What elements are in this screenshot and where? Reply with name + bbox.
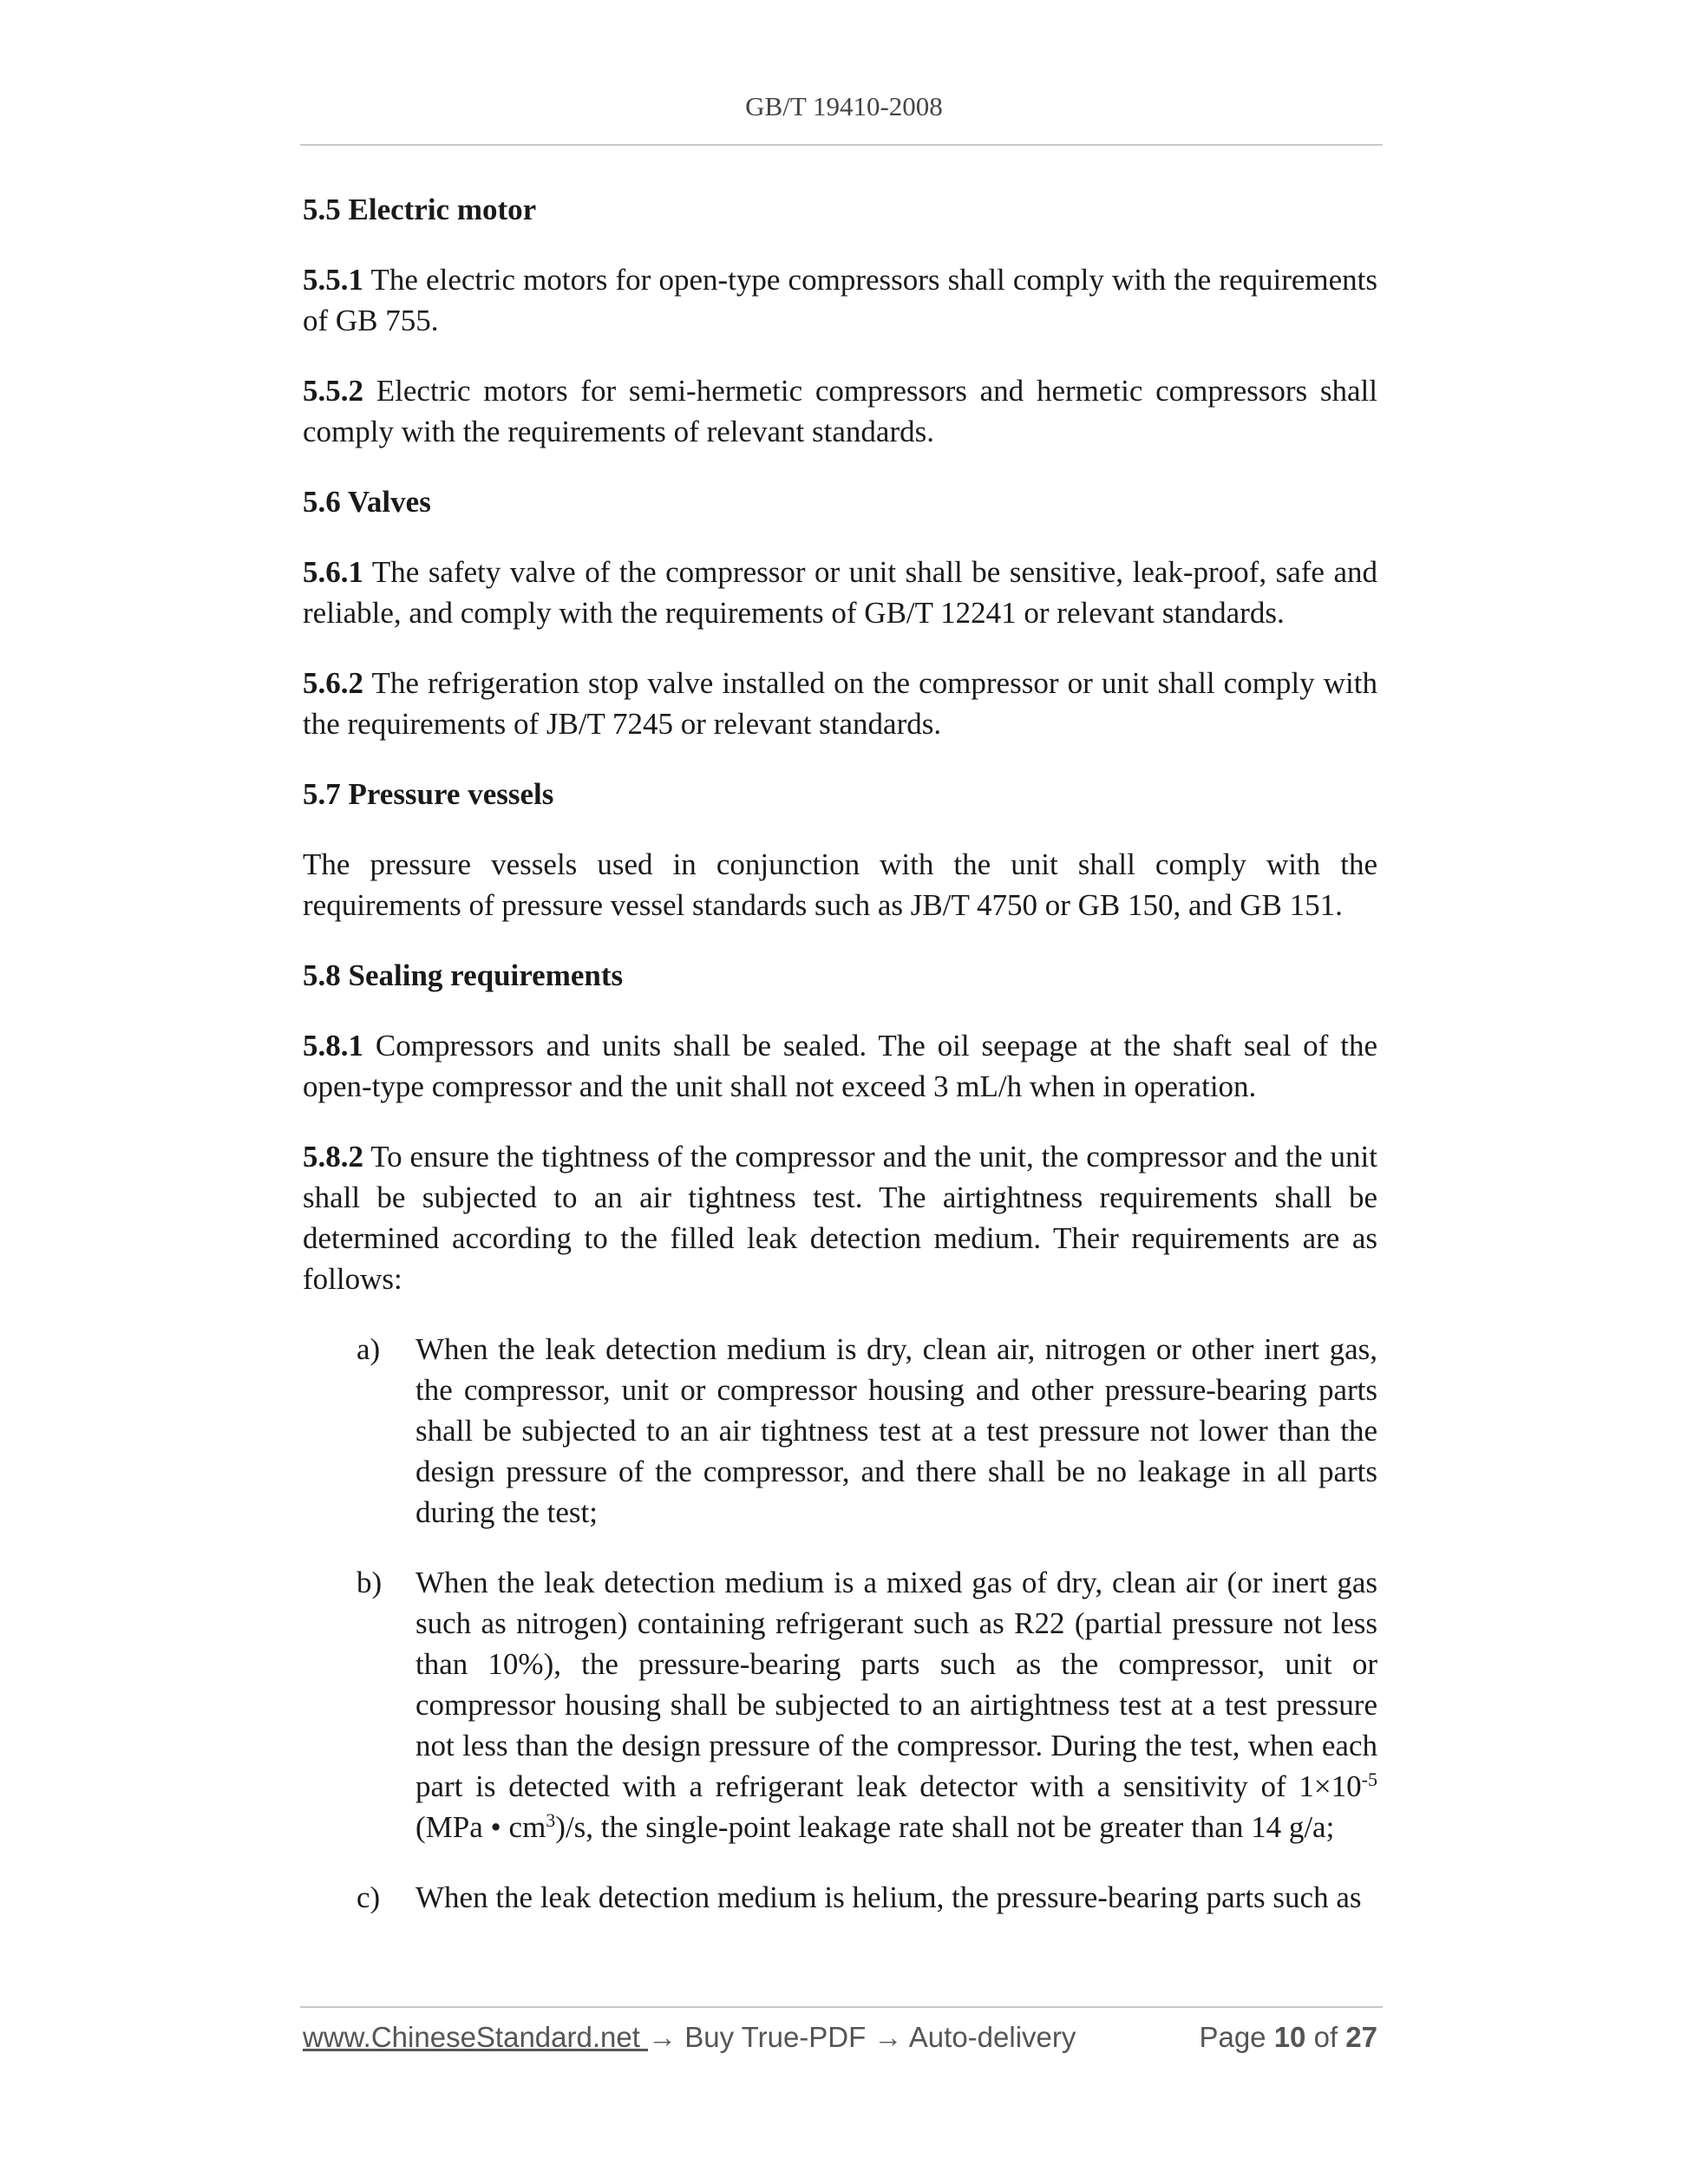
running-header: GB/T 19410-2008 — [745, 91, 943, 121]
section-heading-5-6: 5.6 Valves — [303, 485, 431, 519]
page-footer — [303, 2021, 1377, 2063]
list-item-c — [303, 1877, 1377, 1918]
clause-text: The electric motors for open-type compressors shall comply with the requirements of GB 755. — [303, 263, 1377, 337]
clause-number: 5.8.2 — [303, 1140, 363, 1174]
clause-5-5-2 — [303, 370, 1377, 452]
of-label: of — [1305, 2021, 1346, 2053]
list-item-b — [303, 1562, 1377, 1847]
footer-nav-text: → Buy True-PDF → Auto-delivery — [648, 2021, 1076, 2053]
list-item-text: When the leak detection medium is helium, the pressure-bearing parts such as — [415, 1880, 1362, 1914]
clause-text: The safety valve of the compressor or unit shall be sensitive, leak-proof, safe and reliable, and comply with the requirements of GB/T 12241 or relevant standards. — [303, 555, 1377, 630]
clause-5-8-2 — [303, 1136, 1377, 1299]
section-heading-5-8: 5.8 Sealing requirements — [303, 958, 624, 992]
exponent: -5 — [1361, 1768, 1377, 1790]
clause-5-6-1 — [303, 552, 1377, 633]
page-total: 27 — [1345, 2021, 1377, 2053]
list-marker: a) — [357, 1332, 381, 1366]
clause-text: To ensure the tightness of the compressor and the unit, the compressor and the unit shall be subjected to an air tightness test. The airtightness requirements shall be determined according to the filled leak detection medium. Their requirements are as follows: — [303, 1140, 1377, 1296]
clause-text: Compressors and units shall be sealed. The oil seepage at the shaft seal of the open-type compressor and the unit shall not exceed 3 mL/h when in operation. — [303, 1029, 1377, 1103]
clause-text: The refrigeration stop valve installed on the compressor or unit shall comply with the requirements of JB/T 7245 or relevant standards. — [303, 666, 1377, 741]
clause-5-8-1 — [303, 1025, 1377, 1107]
clause-5-5-1 — [303, 259, 1377, 341]
header-divider — [300, 144, 1383, 146]
site-link[interactable]: www.ChineseStandard.net — [303, 2021, 649, 2053]
section-heading-5-5: 5.5 Electric motor — [303, 193, 537, 226]
footer-left — [303, 2021, 1076, 2054]
clause-number: 5.6.2 — [303, 666, 363, 700]
requirements-list — [303, 1329, 1377, 1918]
list-marker: b) — [357, 1566, 383, 1599]
page-indicator — [1199, 2021, 1377, 2054]
list-item-text: (MPa • cm — [415, 1810, 546, 1844]
list-item-text: When the leak detection medium is dry, clean air, nitrogen or other inert gas, the compressor, unit or compressor housing and other pressure-bearing parts shall be subjected to an air tightness test at a test pressure not lower than the design pressure of the compressor, and there shall be no leakage in all parts during the test; — [415, 1332, 1377, 1529]
section-heading-5-7: 5.7 Pressure vessels — [303, 777, 554, 811]
clause-number: 5.8.1 — [303, 1029, 363, 1063]
list-item-text: )/s, the single-point leakage rate shall not be greater than 14 g/a; — [555, 1810, 1335, 1844]
document-body — [303, 189, 1377, 1918]
list-item-a — [303, 1329, 1377, 1533]
footer-divider — [300, 2006, 1383, 2008]
page-label: Page — [1199, 2021, 1274, 2053]
clause-number: 5.6.1 — [303, 555, 363, 589]
clause-number: 5.5.2 — [303, 374, 363, 408]
clause-5-6-2 — [303, 663, 1377, 744]
clause-number: 5.5.1 — [303, 263, 363, 297]
list-marker: c) — [357, 1880, 381, 1914]
page-number: 10 — [1273, 2021, 1306, 2053]
exponent: 3 — [546, 1808, 556, 1831]
clause-5-7-text: The pressure vessels used in conjunction with the unit shall comply with the requirements of pressure vessel standards such as JB/T 4750 or GB 150, and GB 151. — [303, 847, 1377, 922]
list-item-text: When the leak detection medium is a mixed gas of dry, clean air (or inert gas such as nitrogen) containing refrigerant such as R22 (partial pressure not less than 10%), the pressure-bearing parts such as the compressor, unit or compressor housing shall be subjected to an airtightness test at a test pressure not less than the design pressure of the compressor. During the test, when each part is detected with a refrigerant leak detector with a sensitivity of 1×10 — [415, 1566, 1377, 1803]
clause-text: Electric motors for semi-hermetic compressors and hermetic compressors shall comply with the requirements of relevant standards. — [303, 374, 1377, 448]
